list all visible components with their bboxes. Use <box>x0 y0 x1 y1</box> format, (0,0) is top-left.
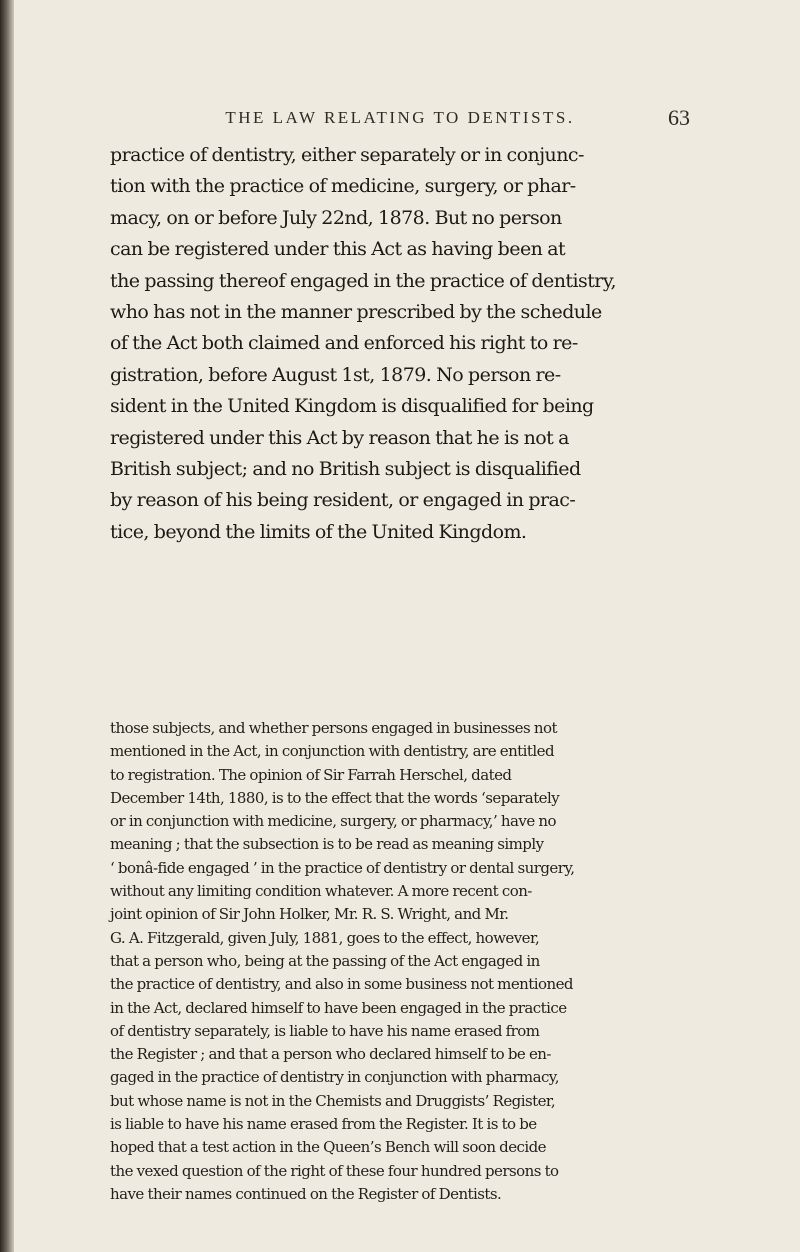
note-line: in the Act, declared himself to have been engaged in the practice <box>110 998 567 1017</box>
main-line: of the Act both claimed and enforced his right to re- <box>110 332 578 355</box>
note-line: of dentistry separately, is liable to have his name erased from <box>110 1021 540 1040</box>
note-line: or in conjunction with medicine, surgery, or pharmacy,’ have no <box>110 812 556 831</box>
running-head: THE LAW RELATING TO DENTISTS. <box>225 108 575 127</box>
note-line: the vexed question of the right of these four hundred persons to <box>110 1161 559 1180</box>
note-line: those subjects, and whether persons engaged in businesses not <box>110 719 557 737</box>
note-line: hoped that a test action in the Queen’s Bench will soon decide <box>110 1138 547 1157</box>
note-line: gaged in the practice of dentistry in conjunction with pharmacy, <box>110 1068 559 1087</box>
note-line: that a person who, being at the passing of the Act engaged in <box>110 951 540 970</box>
note-line: meaning ; that the subsection is to be read as meaning simply <box>110 835 544 854</box>
note-line: to registration. The opinion of Sir Farrah Herschel, dated <box>110 765 512 784</box>
main-line: sident in the United Kingdom is disqualified for being <box>110 395 594 418</box>
note-line: is liable to have his name erased from the Register. It is to be <box>110 1115 537 1134</box>
note-line: without any limiting condition whatever. A more recent con- <box>110 882 532 901</box>
note-line: have their names continued on the Register of Dentists. <box>110 1184 502 1203</box>
footnote-text <box>110 717 710 1206</box>
page-number: 63 <box>668 105 690 130</box>
main-line: registered under this Act by reason that he is not a <box>110 426 569 449</box>
note-line: the Register ; and that a person who declared himself to be en- <box>110 1045 551 1064</box>
main-line: can be registered under this Act as having been at <box>110 238 566 261</box>
note-line: ‘ bonâ-fide engaged ’ in the practice of dentistry or dental surgery, <box>110 858 575 877</box>
note-line: G. A. Fitzgerald, given July, 1881, goes to the effect, however, <box>110 928 540 947</box>
note-line: the practice of dentistry, and also in some business not mentioned <box>110 975 573 994</box>
main-line: by reason of his being resident, or engaged in prac- <box>110 489 576 512</box>
main-line: tion with the practice of medicine, surgery, or phar- <box>110 175 576 198</box>
note-line: but whose name is not in the Chemists and Druggists’ Register, <box>110 1091 556 1110</box>
main-line: the passing thereof engaged in the practice of dentistry, <box>110 269 616 292</box>
main-text <box>110 140 710 548</box>
main-line: macy, on or before July 22nd, 1878. But no person <box>110 206 562 229</box>
main-line: tice, beyond the limits of the United Kingdom. <box>110 520 527 543</box>
page-header <box>110 105 690 132</box>
note-line: mentioned in the Act, in conjunction with dentistry, are entitled <box>110 742 555 761</box>
main-line: who has not in the manner prescribed by the schedule <box>110 301 602 324</box>
note-line: December 14th, 1880, is to the effect that the words ‘separately <box>110 788 560 807</box>
main-line: gistration, before August 1st, 1879. No person re- <box>110 363 561 386</box>
main-line: practice of dentistry, either separately or in conjunc- <box>110 144 584 166</box>
note-line: joint opinion of Sir John Holker, Mr. R. S. Wright, and Mr. <box>110 905 509 924</box>
main-line: British subject; and no British subject is disqualified <box>110 458 581 481</box>
